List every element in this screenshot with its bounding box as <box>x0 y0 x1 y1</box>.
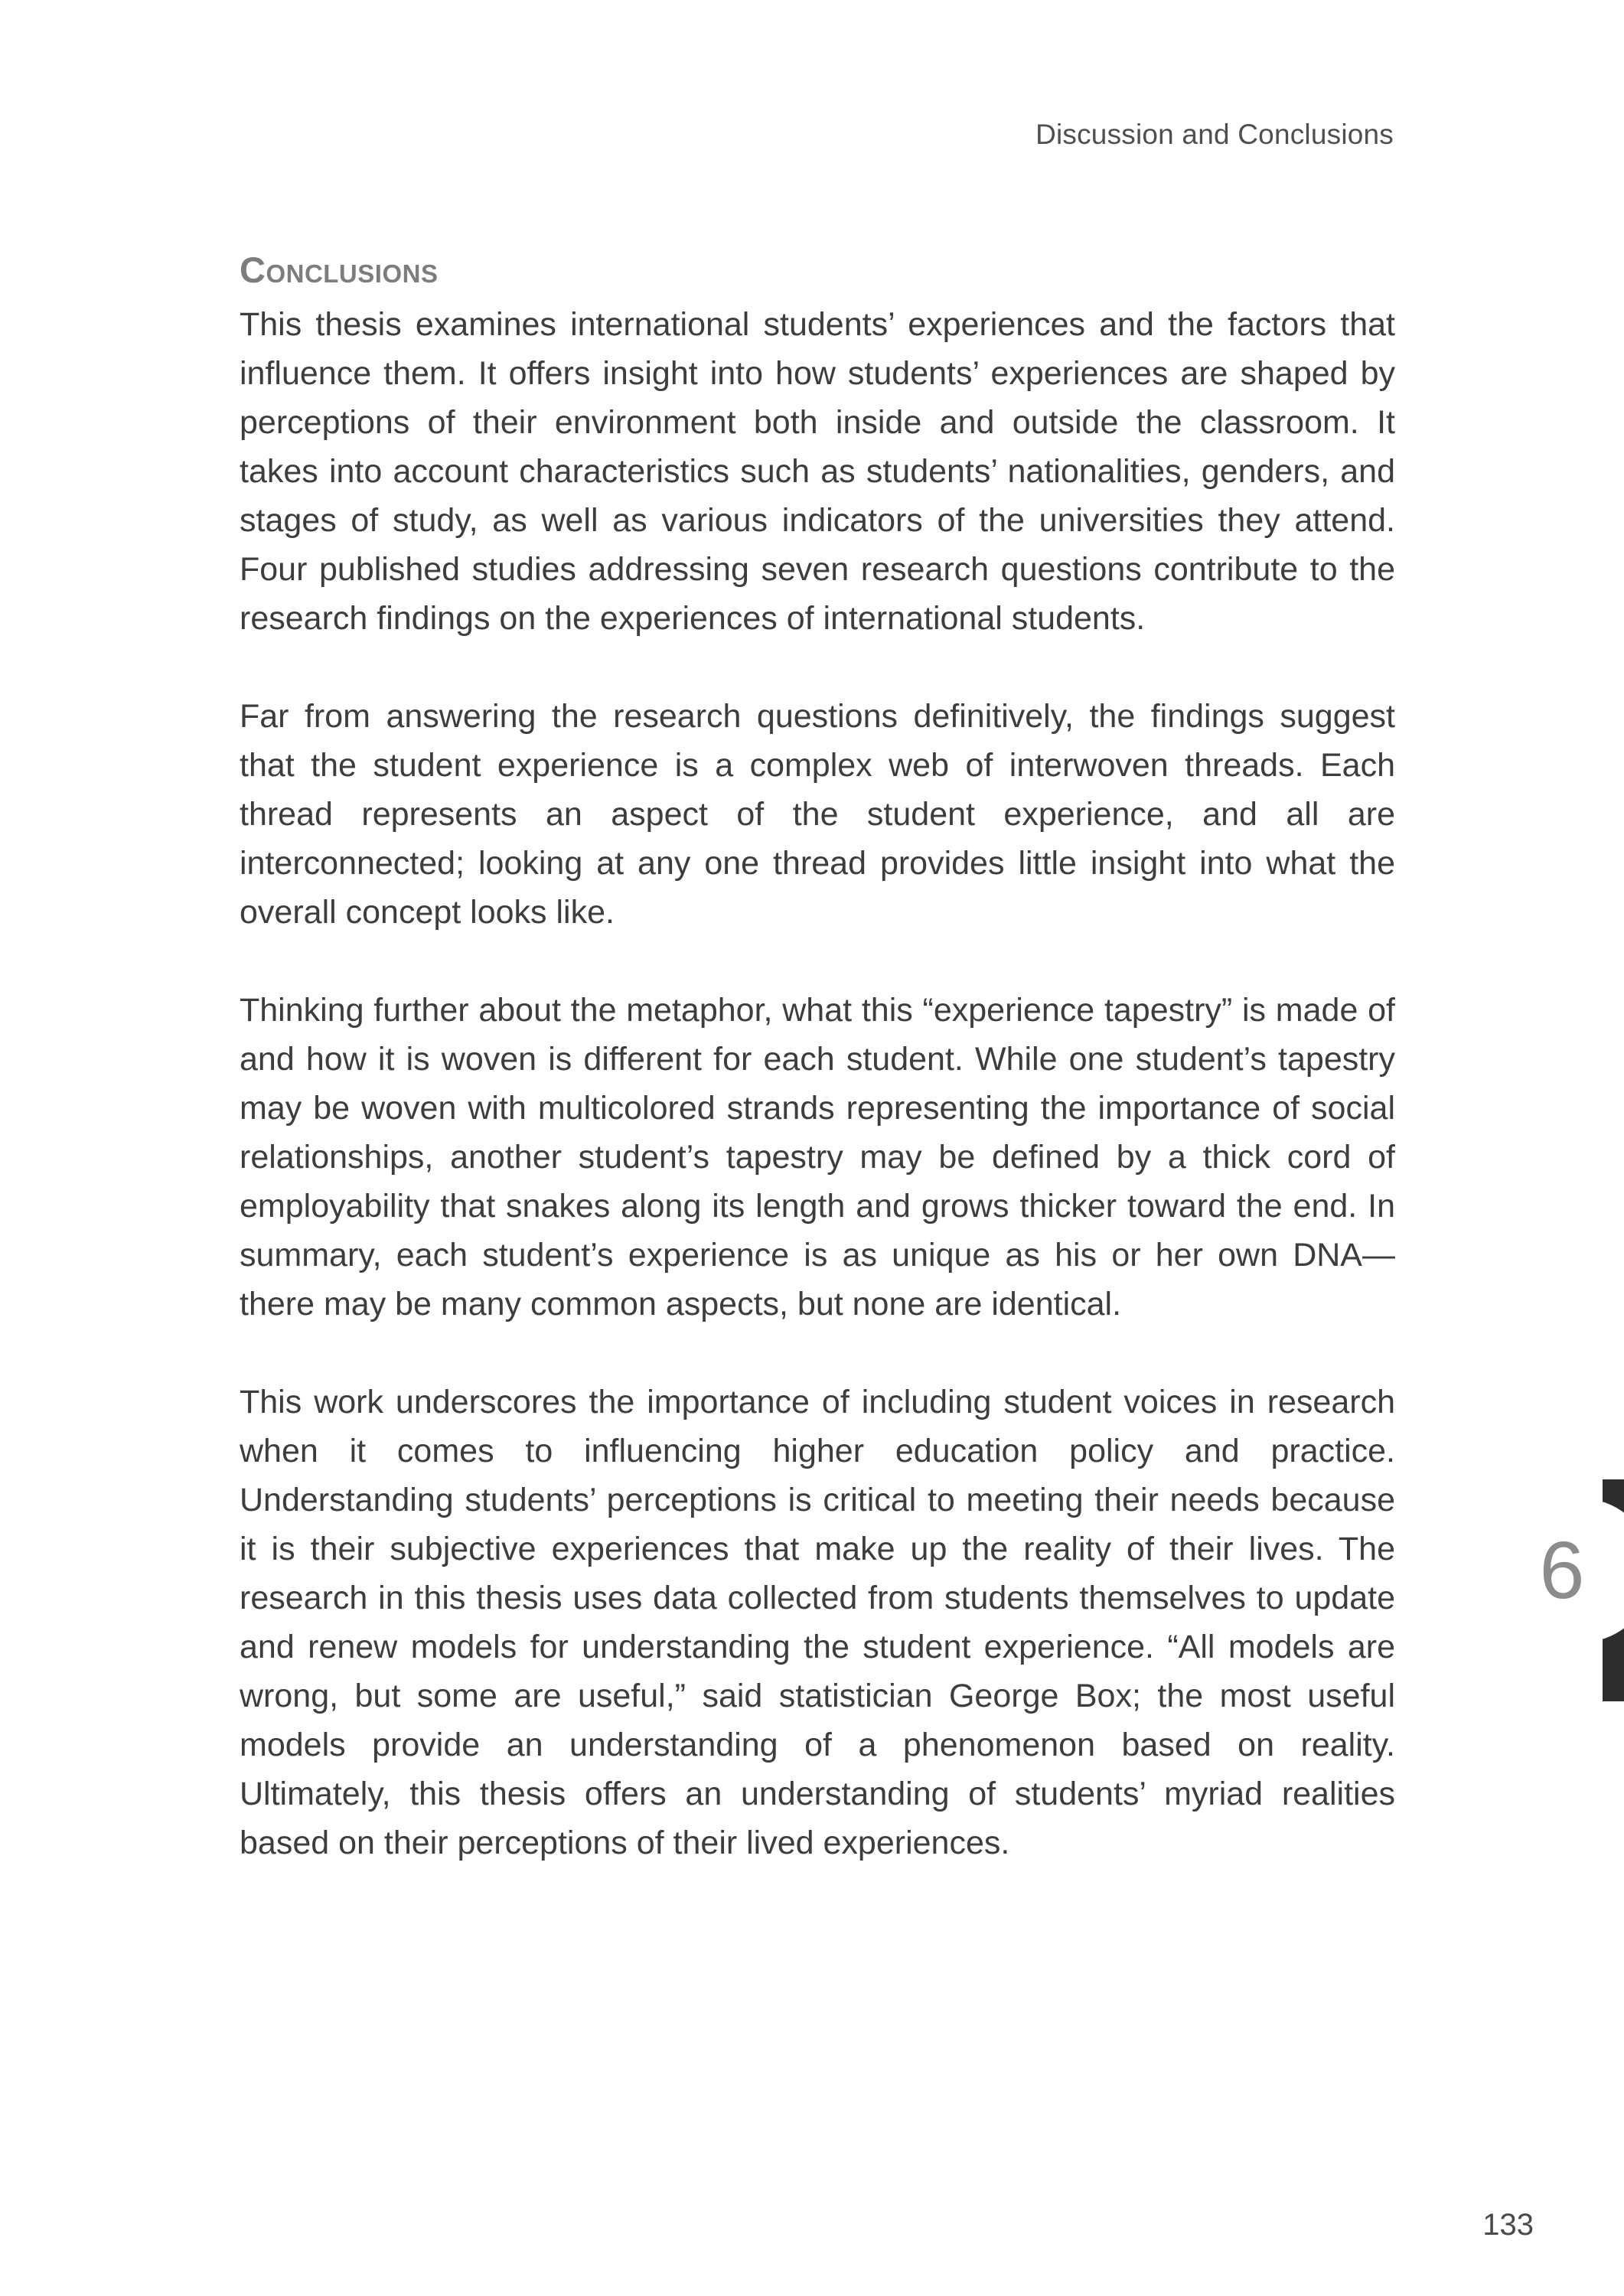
body-paragraph-2: Far from answering the research questions definitively, the findings suggest that the student experience is a complex web of interwoven threads. Each thread represents an aspect of the student experience, and all are interconnected; looking at any one thread provides little insight into what the overall concept looks like. <box>240 698 1395 931</box>
section-heading: Conclusions <box>240 249 439 290</box>
page-number: 133 <box>1482 2208 1534 2242</box>
running-header: Discussion and Conclusions <box>1035 119 1394 150</box>
body-paragraph-3: Thinking further about the metaphor, what this “experience tapestry” is made of and how it is woven is different for each student. While one student’s tapestry may be woven with multicolored strands representing the importance of social relationships, another student’s tapestry may be defined by a thick cord of employability that snakes along its length and grows thicker toward the end. In summary, each student’s experience is as unique as his or her own DNA—there may be many common aspects, but none are identical. <box>240 992 1395 1322</box>
page-content <box>240 249 1395 1867</box>
chapter-number: 6 <box>1539 1525 1585 1616</box>
body-paragraph-4: This work underscores the importance of including student voices in research when it comes to influencing higher education policy and practice. Understanding students’ perceptions is critical to meeting their needs because it is their subjective experiences that make up the reality of their lives. The research in this thesis uses data collected from students themselves to update and renew models for understanding the student experience. “All models are wrong, but some are useful,” said statistician George Box; the most useful models provide an understanding of a phenomenon based on reality. Ultimately, this thesis offers an understanding of students’ myriad realities based on their perceptions of their lived experiences. <box>240 1384 1395 1861</box>
body-paragraph-1: This thesis examines international students’ experiences and the factors that influence them. It offers insight into how students’ experiences are shaped by perceptions of their environment both inside and outside the classroom. It takes into account characteristics such as students’ nationalities, genders, and stages of study, as well as various indicators of the universities they attend. Four published studies addressing seven research questions contribute to the research findings on the experiences of international students. <box>240 306 1395 637</box>
chapter-number-badge <box>1509 1499 1624 1642</box>
